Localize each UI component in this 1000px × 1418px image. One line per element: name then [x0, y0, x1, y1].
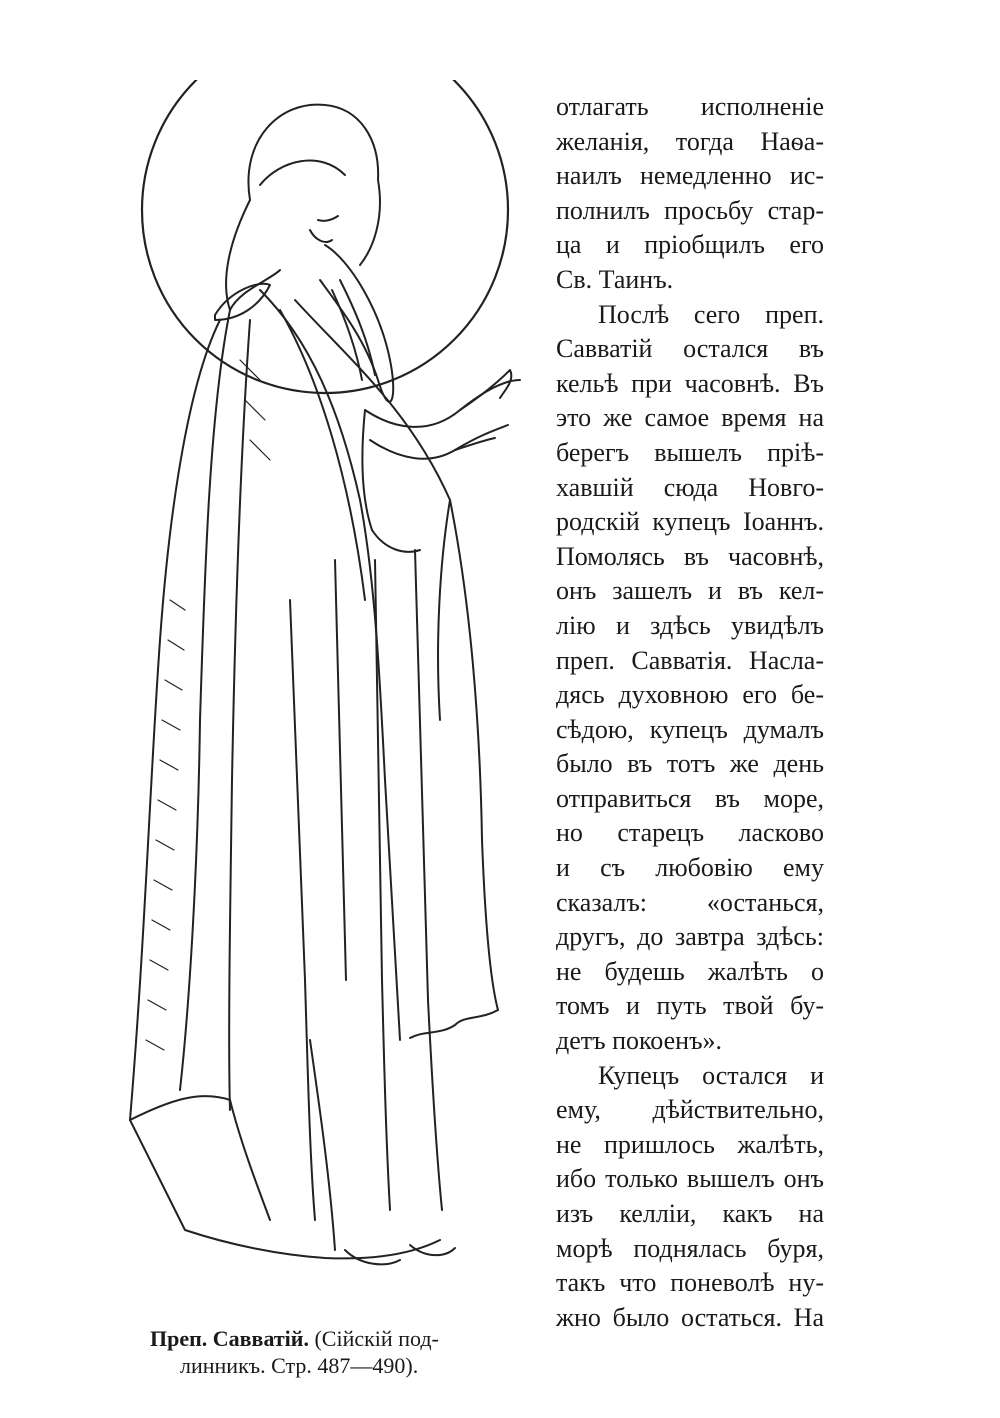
text-line: Купецъ остался и: [598, 1060, 824, 1090]
text-line: берегъ вышелъ прiѣ-: [556, 437, 824, 467]
beard: [320, 245, 393, 402]
text-line: родскій купецъ Іоаннъ.: [556, 507, 824, 537]
text-line: отправиться въ море,: [556, 783, 824, 813]
text-line: не пришлось жалѣть,: [556, 1129, 824, 1159]
text-line: сѣдою, купецъ думалъ: [556, 714, 824, 744]
text-line: Савватій остался въ: [556, 334, 824, 364]
text-line: кельѣ при часовнѣ. Въ: [556, 368, 824, 398]
text-line: Помолясь въ часовнѣ,: [556, 541, 824, 571]
text-line: Св. Таинъ.: [556, 264, 674, 294]
text-line: но старецъ ласково: [556, 818, 824, 848]
arms: [365, 380, 520, 427]
text-line: полнилъ просьбу стар-: [556, 195, 824, 225]
text-line: жно было остаться. На: [556, 1302, 824, 1332]
text-line: изъ келліи, какъ на: [556, 1199, 824, 1228]
text-line: такъ что поневолѣ ну-: [556, 1268, 824, 1298]
text-line: преп. Савватія. Насла-: [556, 645, 824, 675]
text-line: ца и пріобщилъ его: [556, 230, 824, 260]
text-line: детъ покоенъ».: [556, 1026, 723, 1056]
saint-savvaty-illustration: [110, 80, 530, 1300]
text-line: морѣ поднялась буря,: [556, 1233, 824, 1263]
caption-line2: линникъ. Стр. 487—490).: [180, 1353, 419, 1378]
head: [248, 105, 380, 265]
text-line: наилъ немедленно ис-: [556, 161, 824, 191]
text-line: ему, дѣйствительно,: [556, 1095, 824, 1125]
illustration-caption: [150, 1325, 510, 1379]
caption-rest: (Сійскій под-: [308, 1326, 439, 1351]
text-line: Послѣ сего преп.: [598, 299, 824, 329]
text-line: сказалъ: «останься,: [556, 887, 824, 917]
text-line: другъ, до завтра здѣсь:: [556, 922, 824, 952]
text-line: хавшій сюда Новго-: [556, 472, 824, 502]
text-line: желанія, тогда Наѳа-: [556, 126, 824, 156]
text-line: отлагать исполненіе: [556, 92, 824, 121]
text-line: онъ зашелъ и въ кел-: [556, 576, 824, 606]
text-line: томъ и путь твой бу-: [556, 991, 824, 1021]
text-line: не будешь жалѣть о: [556, 956, 824, 986]
tunic: [290, 600, 315, 1220]
body-text-column: [556, 90, 824, 1335]
text-line: лію и здѣсь увидѣлъ: [556, 610, 824, 640]
text-line: дясь духовною его бе-: [556, 680, 824, 710]
caption-title: Преп. Савватій.: [150, 1326, 309, 1351]
cloak: [130, 320, 230, 1120]
halo: [142, 80, 508, 393]
text-line: было въ тотъ же день: [556, 749, 824, 779]
text-line: ибо только вышелъ онъ: [556, 1164, 824, 1194]
text-line: это же самое время на: [556, 403, 824, 433]
text-line: и съ любовію ему: [556, 853, 824, 883]
